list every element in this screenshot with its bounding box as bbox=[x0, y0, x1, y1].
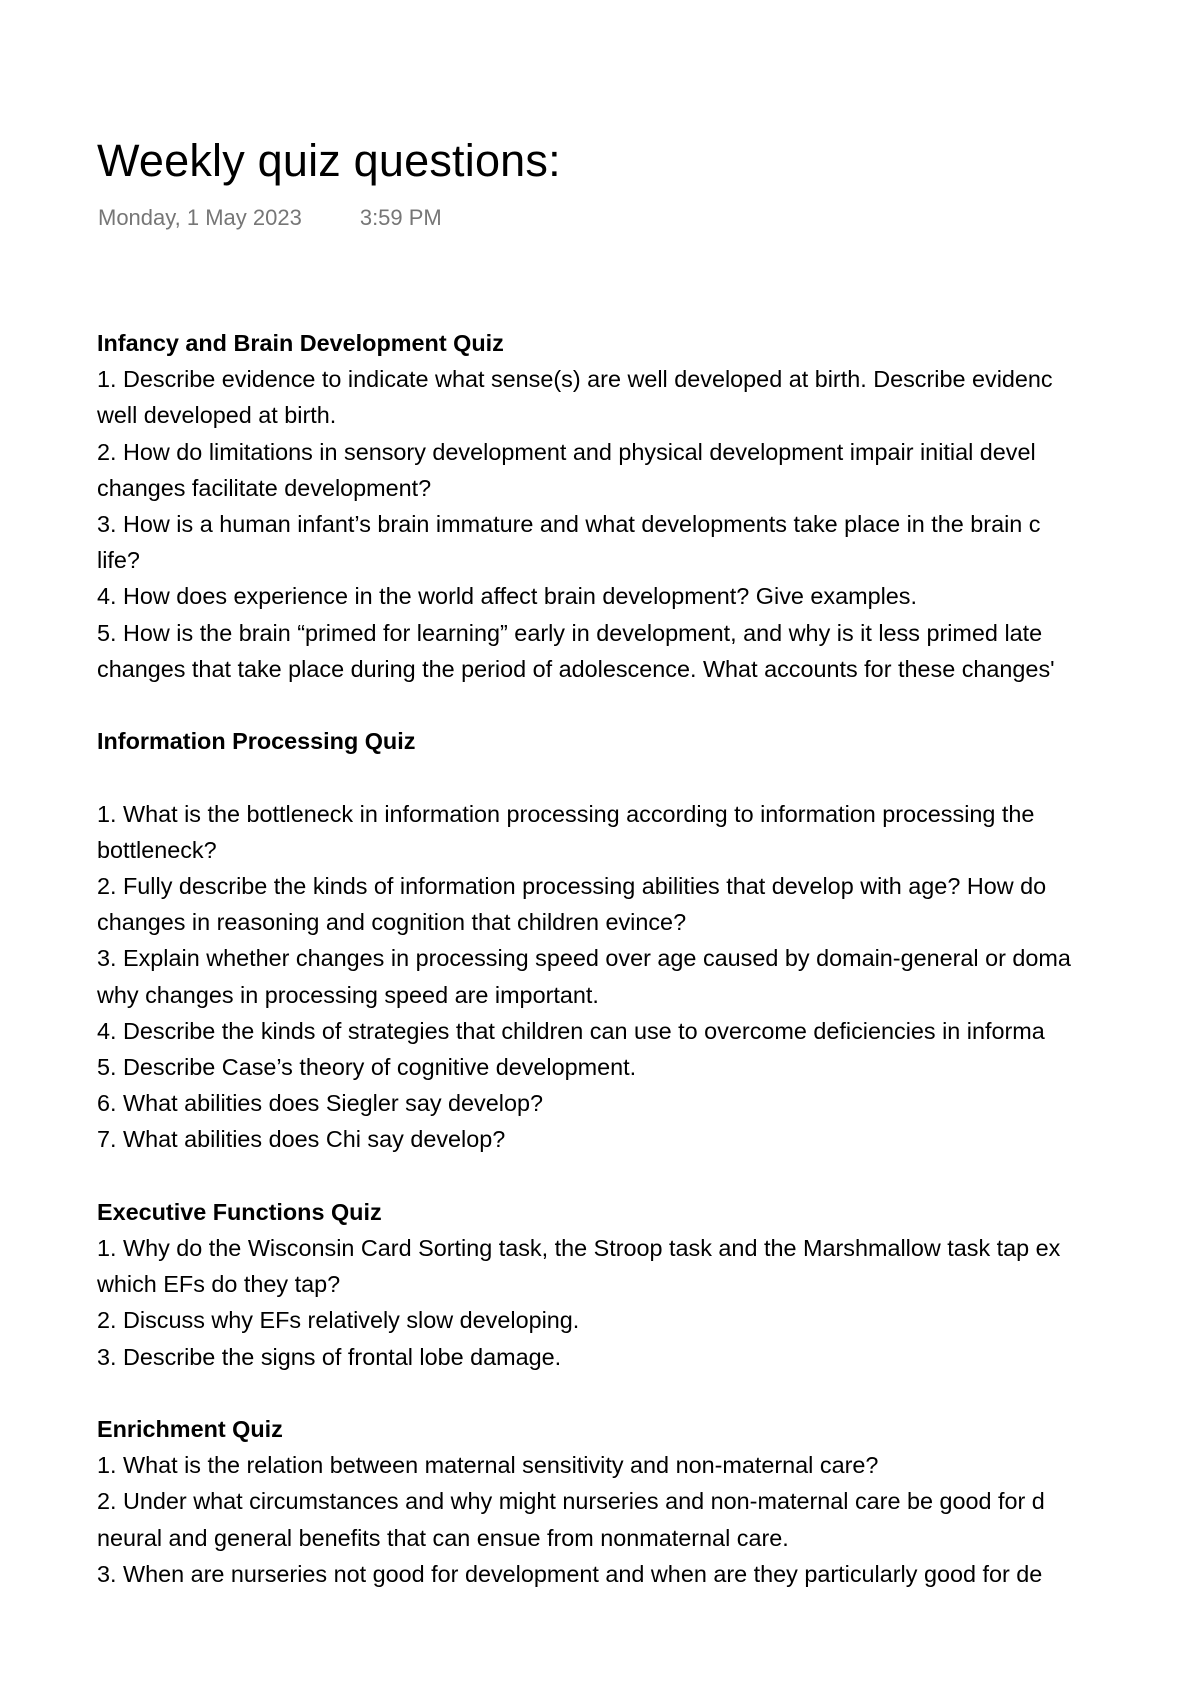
question-line: why changes in processing speed are important. bbox=[97, 981, 599, 1008]
question-line: 2. Fully describe the kinds of information processing abilities that develop with age? How do bbox=[97, 873, 1047, 900]
question-line: 5. How is the brain “primed for learning” early in development, and why is it less primed late bbox=[97, 619, 1043, 646]
page-metadata bbox=[98, 205, 442, 231]
section-executive-functions bbox=[97, 1194, 1200, 1375]
question-line: 4. Describe the kinds of strategies that children can use to overcome deficiencies in informa bbox=[97, 1017, 1045, 1044]
question-line: 3. When are nurseries not good for development and when are they particularly good for de bbox=[97, 1560, 1043, 1587]
question-line: 7. What abilities does Chi say develop? bbox=[97, 1126, 506, 1153]
question-line: 1. What is the relation between maternal sensitivity and non-maternal care? bbox=[97, 1452, 879, 1479]
section-heading: Enrichment Quiz bbox=[97, 1416, 283, 1443]
question-line: 2. How do limitations in sensory development and physical development impair initial devel bbox=[97, 438, 1036, 465]
question-line: 2. Discuss why EFs relatively slow developing. bbox=[97, 1307, 580, 1334]
section-heading: Information Processing Quiz bbox=[97, 728, 416, 755]
question-line: bottleneck? bbox=[97, 836, 217, 863]
page-time: 3:59 PM bbox=[359, 205, 442, 230]
blank-line bbox=[97, 759, 1200, 795]
question-line: 6. What abilities does Siegler say develop? bbox=[97, 1090, 543, 1117]
question-line: well developed at birth. bbox=[97, 402, 337, 429]
page-content bbox=[97, 325, 1200, 1592]
question-line: changes facilitate development? bbox=[97, 474, 432, 501]
blank-line bbox=[97, 687, 1200, 723]
section-heading: Infancy and Brain Development Quiz bbox=[97, 330, 504, 356]
page-date: Monday, 1 May 2023 bbox=[98, 205, 302, 230]
blank-line bbox=[97, 1158, 1200, 1194]
question-line: changes that take place during the period of adolescence. What accounts for these changes' bbox=[97, 655, 1055, 682]
question-line: 3. Describe the signs of frontal lobe damage. bbox=[97, 1343, 562, 1370]
section-heading: Executive Functions Quiz bbox=[97, 1198, 382, 1225]
question-line: 4. How does experience in the world affect brain development? Give examples. bbox=[97, 583, 917, 610]
question-line: life? bbox=[97, 547, 140, 574]
question-line: 5. Describe Case’s theory of cognitive development. bbox=[97, 1054, 637, 1081]
page-title: Weekly quiz questions: bbox=[97, 135, 561, 186]
blank-line bbox=[97, 1375, 1200, 1411]
question-line: which EFs do they tap? bbox=[97, 1271, 341, 1298]
section-infancy-brain bbox=[97, 325, 1200, 687]
question-line: 1. Why do the Wisconsin Card Sorting task, the Stroop task and the Marshmallow task tap ex bbox=[97, 1235, 1061, 1262]
question-line: neural and general benefits that can ensue from nonmaternal care. bbox=[97, 1524, 789, 1551]
question-line: 3. Explain whether changes in processing speed over age caused by domain-general or doma bbox=[97, 945, 1071, 972]
question-line: 3. How is a human infant’s brain immature and what developments take place in the brain c bbox=[97, 511, 1041, 538]
question-line: 2. Under what circumstances and why might nurseries and non-maternal care be good for d bbox=[97, 1488, 1045, 1515]
section-enrichment bbox=[97, 1411, 1200, 1592]
section-information-processing bbox=[97, 723, 1200, 1157]
question-line: 1. Describe evidence to indicate what sense(s) are well developed at birth. Describe evidenc bbox=[97, 366, 1053, 393]
question-line: 1. What is the bottleneck in information processing according to information processing the bbox=[97, 800, 1035, 827]
question-line: changes in reasoning and cognition that children evince? bbox=[97, 909, 687, 936]
